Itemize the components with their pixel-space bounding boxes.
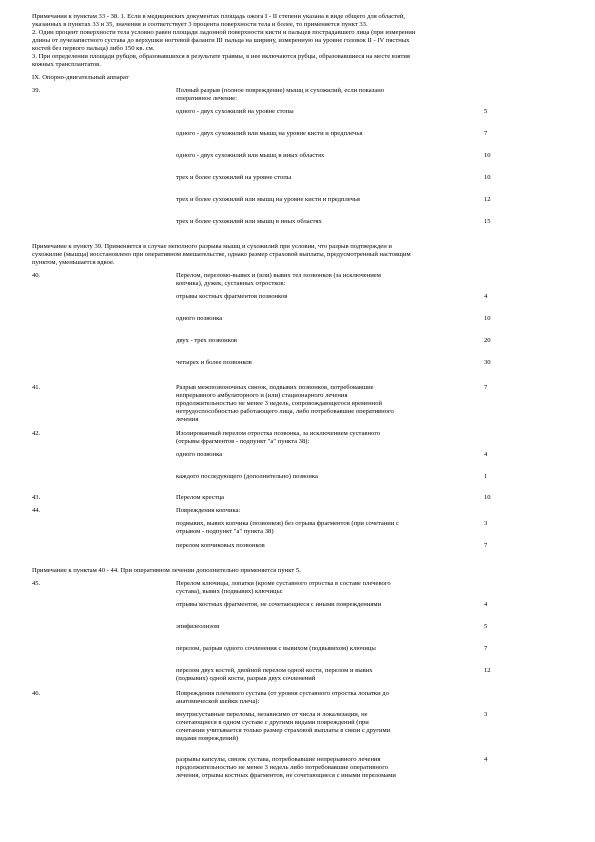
item-number: 39. (32, 87, 41, 94)
subitem-text: внутрисуставные переломы, независимо от числа и локализации, не (176, 711, 368, 718)
item-text: Разрыв межпозвоночных связок, подвывих позвонков, потребовавшие (176, 384, 374, 391)
subitem-text: подвывих, вывих копчика (позвонков) без отрыва фрагментов (при сочетании с (176, 520, 399, 527)
subitem-text: (подвывих) одной кости, разрыв двух сочленений (176, 675, 316, 682)
item-text: лечения (176, 416, 199, 423)
subitem-text: двух - трех позвонков (176, 337, 237, 344)
item-text: нетрудоспособностью работающего лица, либо потребовавшие оперативного (176, 408, 394, 415)
subitem-value: 7 (484, 542, 488, 549)
note-line: кожных трансплантатов. (32, 61, 101, 68)
subitem-value: 7 (484, 130, 488, 137)
note-line: Примечание к пунктам 40 - 44. При оперативном лечении дополнительно применяется пункт 5. (32, 567, 301, 574)
subitem-value: 4 (484, 451, 488, 458)
item-text: продолжительностью не менее 3 недель, сопровождающегося временной (176, 400, 383, 407)
subitem-text: одного позвонка (176, 315, 223, 322)
subitem-text: сочетании учитывается только размер страховой выплаты в связи с другими (176, 727, 391, 734)
item-title: (отрывы фрагментов - подпункт "а" пункта 38): (176, 438, 310, 445)
item-number: 43. (32, 494, 41, 501)
item-title: Перелом, переломо-вывих и (или) вывих тел позвонков (за исключением (176, 272, 381, 279)
subitem-text: перелом двух костей, двойной перелом одной кости, перелом и вывих (176, 667, 373, 674)
note-line: Примечания к пунктам 33 - 38. 1. Если в медицинских документах площадь ожога I - II степени указана в виде общего для областей, (32, 13, 406, 20)
note-line: длины от лучезапястного сустава до верхушки ногтевой фаланги III пальца на ширину, измеренную на уровне головок II - IV пястных (32, 37, 410, 44)
item-number: 41. (32, 384, 41, 391)
item-number: 44. (32, 507, 41, 514)
item-text: непрерывного амбулаторного и (или) стационарного лечения (176, 392, 348, 399)
note-line: сухожилие (мышца) восстановлено при оперативном вмешательстве, однако размер страховой выплаты, предусмотренный настоящим (32, 251, 411, 258)
subitem-value: 10 (484, 174, 491, 181)
item-value: 10 (484, 494, 491, 501)
subitem-value: 7 (484, 645, 488, 652)
item-title: анатомической шейки плеча): (176, 698, 260, 705)
note-line: 2. Один процент поверхности тела условно равен площади ладонной поверхности кисти и пальцев пострадавшего лица (при измерении (32, 29, 416, 36)
note-line: указанных в пунктах 33 и 35, значения и соответствует 3 процента поверхности тела и более, то применяется пункт 33. (32, 21, 368, 28)
subitem-value: 10 (484, 152, 491, 159)
subitem-text: отрывы костных фрагментов позвонков (176, 293, 288, 300)
item-number: 42. (32, 430, 41, 437)
item-title: Полный разрыв (полное повреждение) мышц и сухожилий, если показано (176, 87, 385, 94)
item-title: Повреждения плечевого сустава (от уровня суставного отростка лопатки до (176, 690, 389, 697)
subitem-text: одного - двух сухожилий на уровне стопы (176, 108, 294, 115)
section-title: IX. Опорно-двигательный аппарат (32, 74, 129, 81)
item-title: Изолированный перелом отростка позвонка, за исключением суставного (176, 430, 381, 437)
subitem-value: 12 (484, 667, 491, 674)
subitem-value: 5 (484, 623, 488, 630)
subitem-text: перелом, разрыв одного сочленения с вывихом (подвывихом) ключицы (176, 645, 376, 652)
subitem-value: 3 (484, 520, 488, 527)
item-number: 46. (32, 690, 41, 697)
subitem-text: эпифизеолизом (176, 623, 220, 630)
subitem-text: четырех и более позвонков (176, 359, 252, 366)
subitem-text: разрывы капсулы, связок сустава, потребовавшие непрерывного лечения (176, 756, 381, 763)
subitem-value: 4 (484, 601, 488, 608)
subitem-value: 1 (484, 473, 488, 480)
subitem-text: трех и более сухожилий или мышц на уровне кисти и предплечья (176, 196, 360, 203)
subitem-text: лечения, отрывы костных фрагментов, не сочетающиеся с иными переломами (176, 772, 396, 779)
subitem-value: 30 (484, 359, 491, 366)
subitem-text: одного - двух сухожилий или мышц на уровне кисти и предплечья (176, 130, 363, 137)
subitem-text: трех и более сухожилий на уровне стопы (176, 174, 292, 181)
subitem-value: 15 (484, 218, 491, 225)
subitem-text: видами повреждений) (176, 735, 239, 742)
subitem-text: одного позвонка (176, 451, 223, 458)
item-value: 7 (484, 384, 488, 391)
item-title: Повреждения копчика: (176, 507, 241, 514)
subitem-text: продолжительностью не менее 3 недель либо потребовавшие оперативного (176, 764, 389, 771)
item-title: оперативное лечение: (176, 95, 237, 102)
item-title: Перелом ключицы, лопатки (кроме суставного отростка в составе плечевого (176, 580, 391, 587)
subitem-text: отрывы костных фрагментов, не сочетающиеся с иными повреждениями (176, 601, 382, 608)
subitem-value: 12 (484, 196, 491, 203)
note-line: костей без первого пальца) либо 150 кв. см. (32, 45, 155, 52)
note-line: пунктом, уменьшается вдвое. (32, 259, 115, 266)
subitem-text: одного - двух сухожилий или мышц в иных областях (176, 152, 325, 159)
subitem-value: 20 (484, 337, 491, 344)
subitem-value: 10 (484, 315, 491, 322)
subitem-text: сочетающиеся в одном суставе с другими видами повреждений (при (176, 719, 369, 726)
subitem-value: 4 (484, 293, 488, 300)
subitem-value: 3 (484, 711, 488, 718)
subitem-text: отрывом - подпункт "а" пункта 38) (176, 528, 274, 535)
subitem-text: каждого последующего (дополнительно) позвонка (176, 473, 318, 480)
item-title: копчика), дужек, суставных отростков: (176, 280, 286, 287)
item-number: 40. (32, 272, 41, 279)
subitem-value: 5 (484, 108, 488, 115)
subitem-text: трех и более сухожилий или мышц в иных областях (176, 218, 322, 225)
note-line: 3. При определении площади рубцов, образовавшихся в результате травмы, в нее включаются рубцы, образовавшиеся на месте взятия (32, 53, 410, 60)
note-line: Примечание к пункту 39. Применяется в случае неполного разрыва мышц и сухожилий при условии, что разрыв подтвержден и (32, 243, 392, 250)
subitem-value: 4 (484, 756, 488, 763)
item-number: 45. (32, 580, 41, 587)
subitem-text: перелом копчиковых позвонков (176, 542, 265, 549)
item-text: Перелом крестца (176, 494, 225, 501)
item-title: сустава), вывих (подвывих) ключицы: (176, 588, 283, 595)
